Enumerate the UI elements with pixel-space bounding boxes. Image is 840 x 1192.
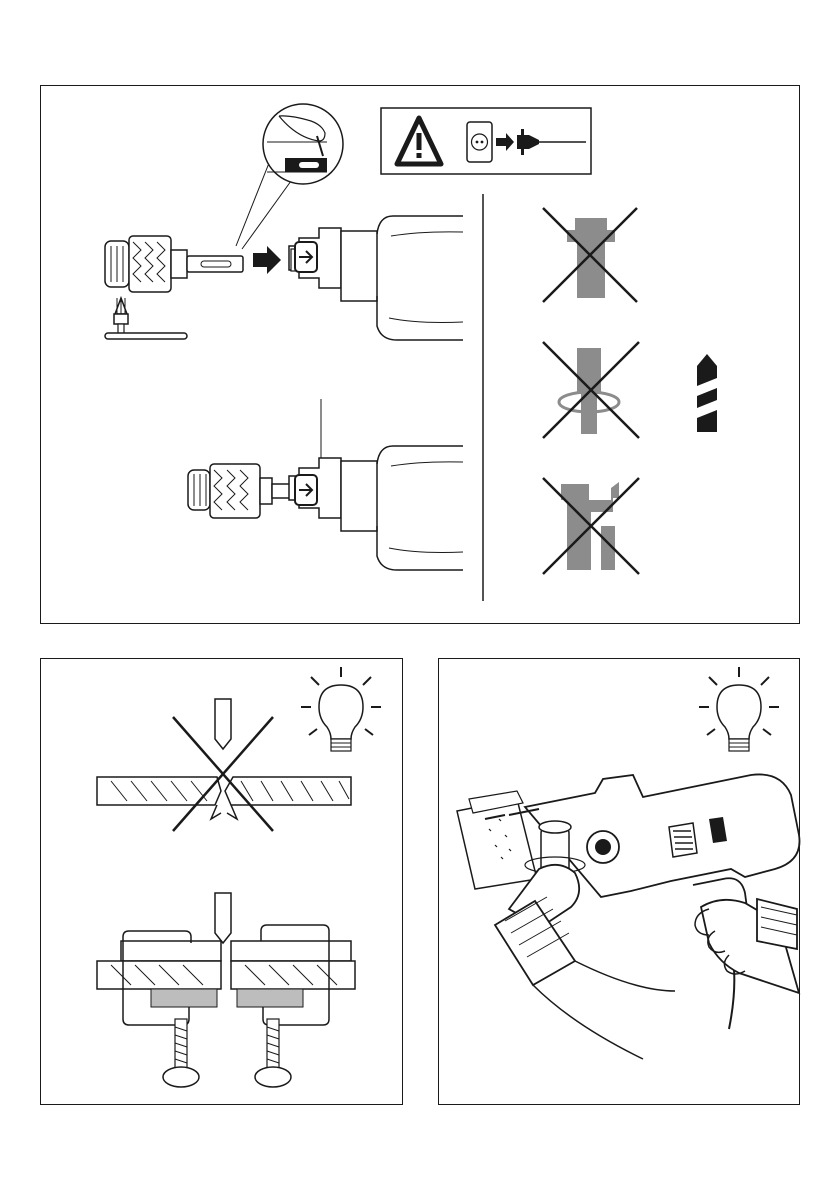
keyed-chuck-with-adapter (105, 236, 243, 292)
chuck-adapter-illustration (41, 86, 801, 625)
left-gloved-hand (495, 865, 675, 1059)
clamping-illustration (41, 659, 404, 1106)
prohibited-damaged-bit (543, 478, 639, 574)
right-gloved-hand (695, 899, 799, 993)
prohibited-worn-bit (543, 208, 637, 302)
gloves-operation-panel (438, 658, 800, 1105)
clamped-workpiece (97, 925, 355, 1087)
chuck-adapter-panel (40, 85, 800, 624)
insert-arrow-icon (253, 246, 281, 274)
hammer-drill-with-chuck (188, 446, 463, 570)
dust-box (457, 791, 537, 889)
chuck-key (105, 298, 187, 339)
unplug-warning-box (381, 108, 591, 174)
hammer-drill-in-use-illustration (439, 659, 801, 1106)
unclamped-workpiece (97, 777, 351, 819)
lightbulb-icon (699, 667, 779, 751)
correct-drill-bit-icon (697, 354, 717, 432)
wall-socket-icon (467, 122, 492, 162)
clamping-workpiece-panel (40, 658, 403, 1105)
hammer-drill-front-upper (289, 216, 463, 340)
lightbulb-icon (301, 667, 381, 751)
prohibited-bent-bit (543, 342, 639, 438)
